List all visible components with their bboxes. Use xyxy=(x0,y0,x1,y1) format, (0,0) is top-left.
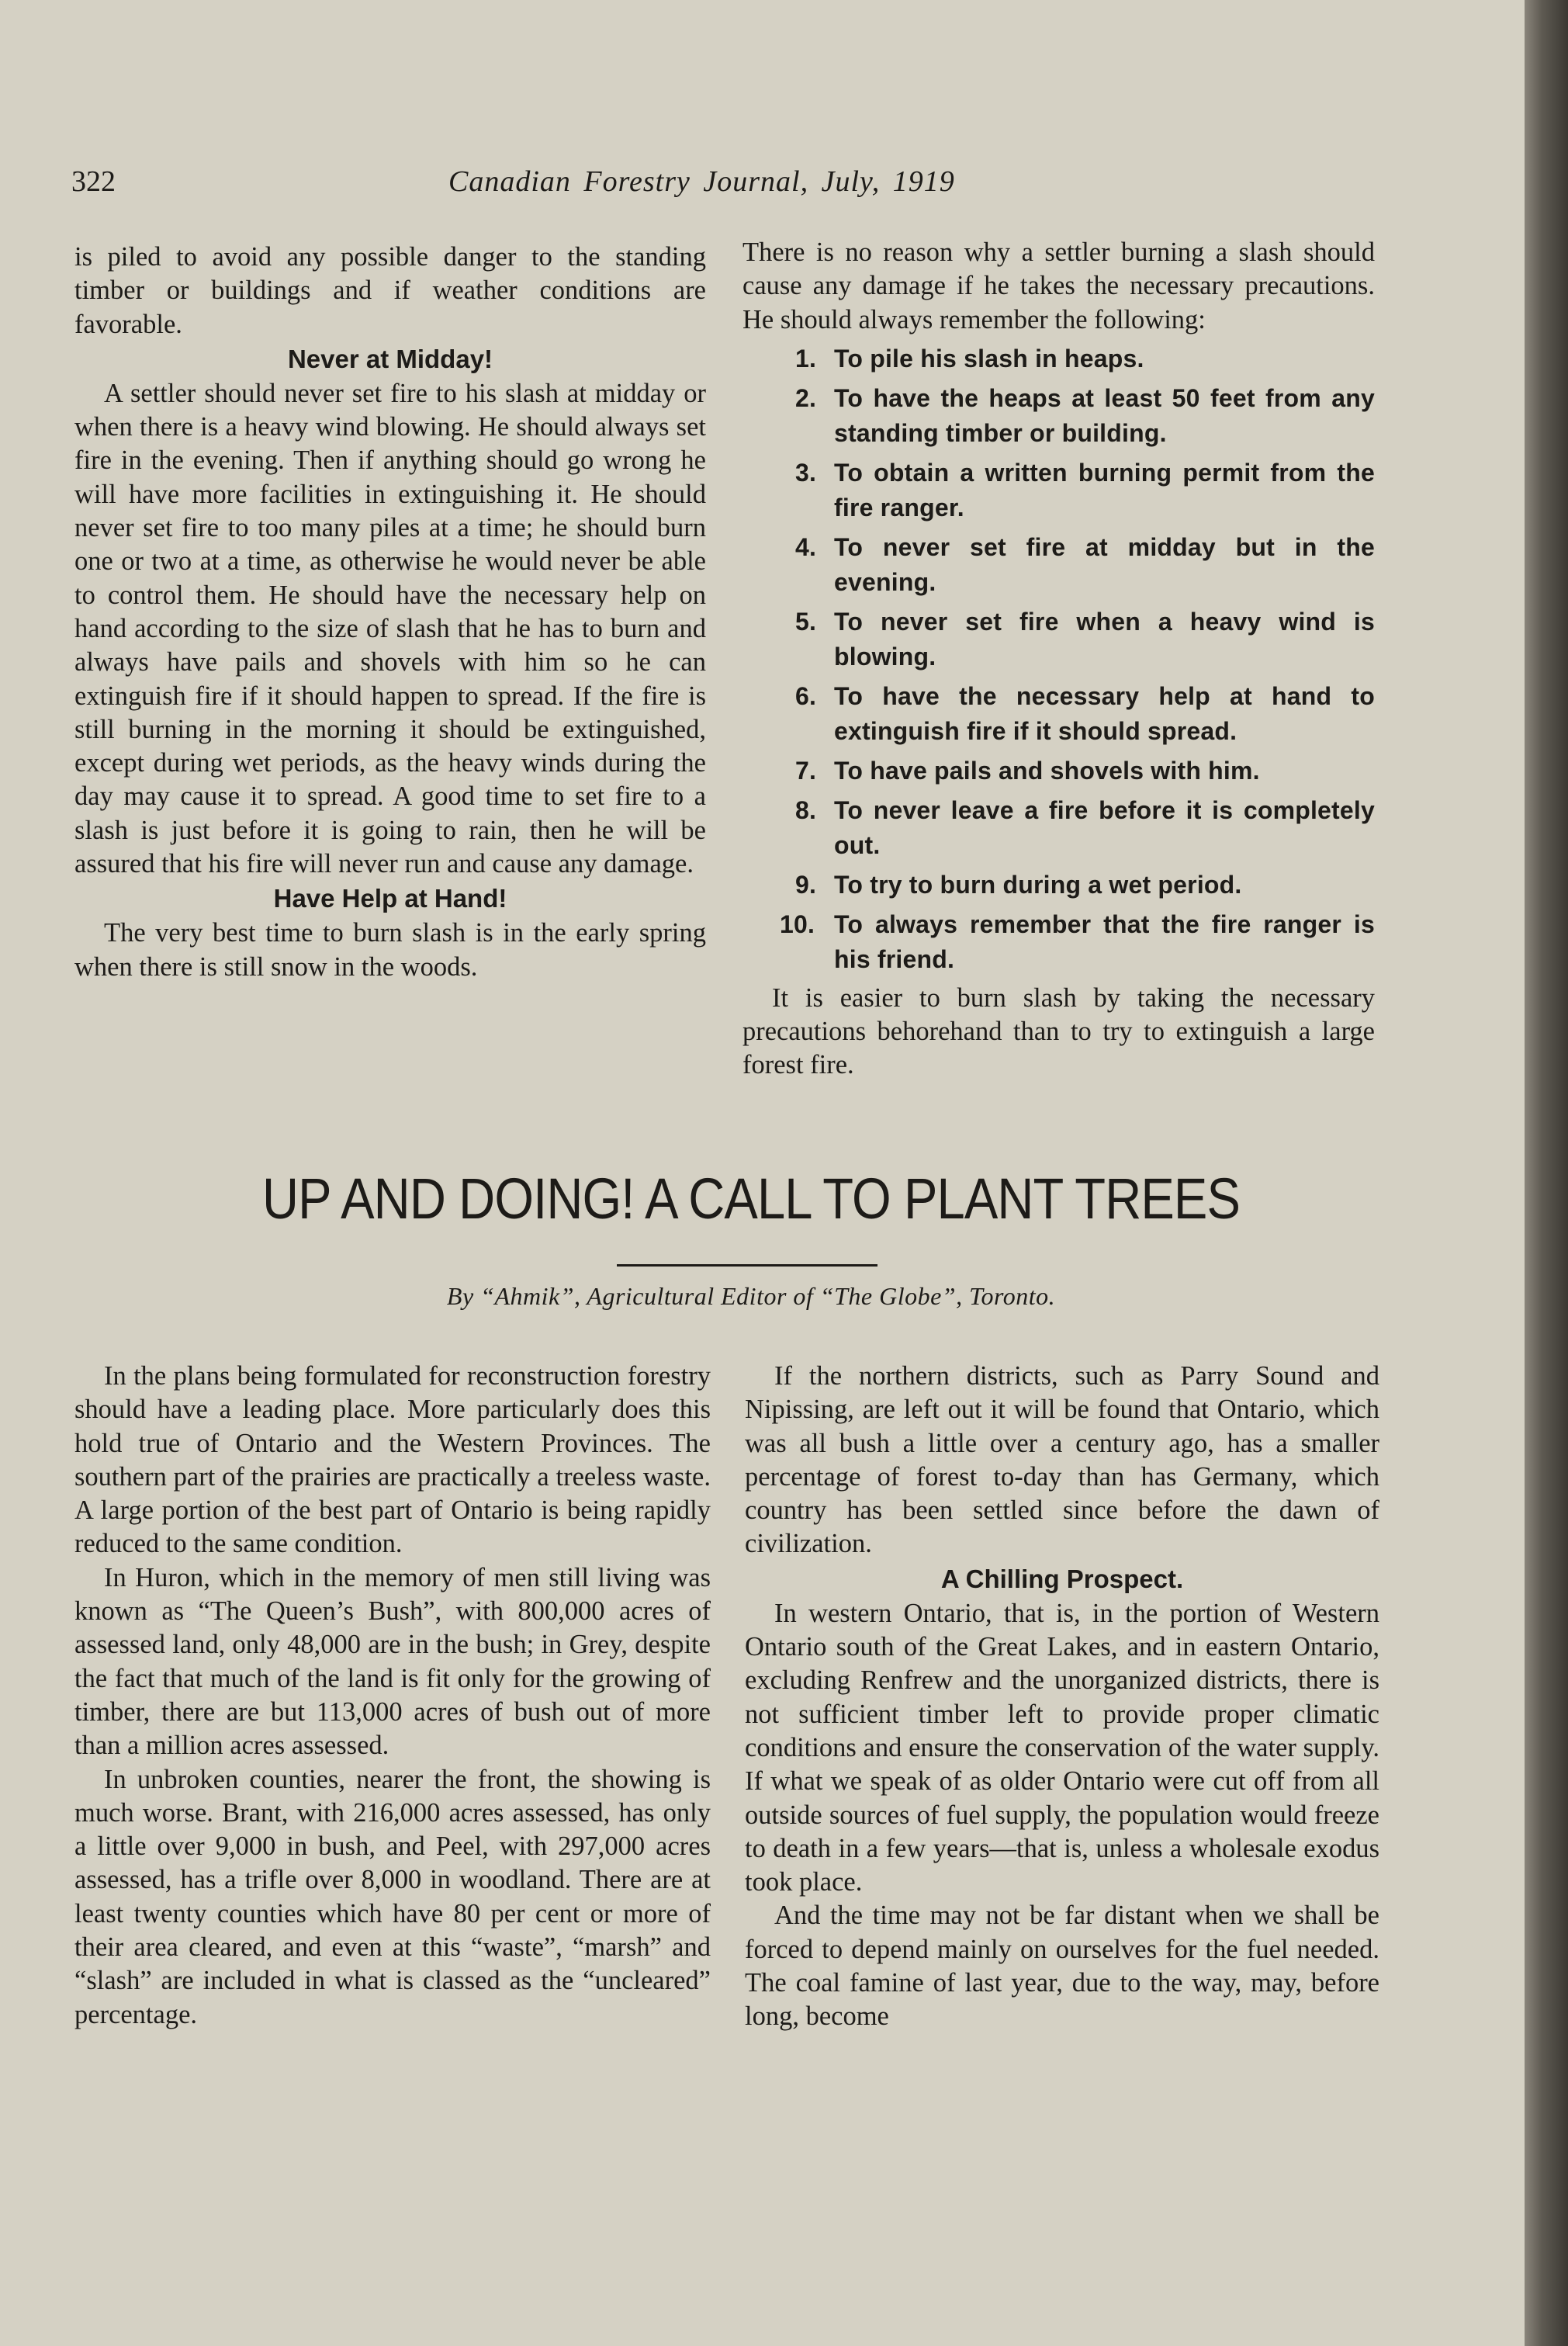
title-rule xyxy=(617,1264,877,1267)
article-byline: By “Ahmik”, Agricultural Editor of “The Globe”, Toronto. xyxy=(446,1282,1056,1310)
list-text: To have the necessary help at hand to extinguish fire if it should spread. xyxy=(834,681,1375,745)
list-item xyxy=(742,754,1375,788)
page-number: 322 xyxy=(71,165,116,198)
list-number: 4. xyxy=(795,532,817,561)
list-text: To never leave a fire before it is completely out. xyxy=(834,795,1375,859)
list-text: To never set fire when a heavy wind is blowing. xyxy=(834,607,1375,671)
section-heading: Never at Midday! xyxy=(287,344,493,373)
list-text: To always remember that the fire ranger is his friend. xyxy=(834,910,1375,973)
list-number: 5. xyxy=(795,607,817,636)
list-number: 1. xyxy=(795,344,817,373)
paragraph: is piled to avoid any possible danger to the standing timber or buildings and if weather conditions are favorable. xyxy=(74,242,706,339)
list-item xyxy=(742,456,1375,525)
paragraph: A settler should never set fire to his slash at midday or when there is a heavy wind blowing. He should always set fire in the evening. Then if anything should go wrong he will have more facilities in extinguishing it. He should never set fire to too many piles at a time; he should burn one or two at a time, as otherwise he would never be able to control them. He should have the necessary help on hand according to the size of slash that he has to burn and always have pails and shovels with him so he can extinguish fire if it should happen to spread. If the fire is still burning in the morning it should be extinguished, except during wet periods, as the heavy winds during the day may cause it to spread. A good time to set fire to a slash is just before it is going to rain, then he will be assured that his fire will never run and cause any damage. xyxy=(74,378,706,879)
list-number: 7. xyxy=(795,756,817,785)
list-item xyxy=(742,868,1375,903)
section-heading: Have Help at Hand! xyxy=(273,884,507,913)
paragraph: The very best time to burn slash is in the early spring when there is still snow in the woods. xyxy=(74,918,706,982)
list-item xyxy=(742,381,1375,451)
list-number: 6. xyxy=(795,681,817,710)
paragraph: If the northern districts, such as Parry Sound and Nipissing, are left out it will be found that Ontario, which was all bush a little over a century ago, has a smaller percentage of forest to-day than has Germany, which country has been settled since before the dawn of civilization. xyxy=(745,1361,1379,1559)
list-item xyxy=(742,341,1375,376)
list-text: To obtain a written burning permit from the fire ranger. xyxy=(834,458,1375,522)
list-item xyxy=(742,907,1375,977)
list-text: To have the heaps at least 50 feet from any standing timber or building. xyxy=(834,383,1375,447)
list-number: 9. xyxy=(795,870,817,899)
list-text: To pile his slash in heaps. xyxy=(834,344,1144,373)
paragraph: In unbroken counties, nearer the front, the showing is much worse. Brant, with 216,000 acres assessed, has only a little over 9,000 in bush, and Peel, with 297,000 acres assessed, has a trifle over 8,000 in woodland. There are at least twenty counties which have 80 per cent or more of their area cleared, and even at this “waste”, “marsh” and “slash” are included in what is classed as the “uncleared” percentage. xyxy=(74,1764,711,2029)
list-item xyxy=(742,679,1375,749)
paragraph: There is no reason why a settler burning a slash should cause any damage if he takes the necessary precautions. He should always remember the following: xyxy=(742,237,1375,334)
paragraph: In western Ontario, that is, in the portion of Western Ontario south of the Great Lakes, and in eastern Ontario, excluding Renfrew and the unorganized districts, there is not sufficient timber left to provide proper climatic conditions and ensure the conservation of the water supply. If what we speak of as older Ontario were cut off from all outside sources of fuel supply, the population would freeze to death in a few years—that is, unless a wholesale exodus took place. xyxy=(745,1598,1379,1897)
list-number: 8. xyxy=(795,795,817,824)
paragraph: In Huron, which in the memory of men still living was known as “The Queen’s Bush”, with 800,000 acres of assessed land, only 48,000 are in the bush; in Grey, despite the fact that much of the land is fit only for the growing of timber, there are but 113,000 acres of bush out of more than a million acres assessed. xyxy=(74,1562,711,1761)
list-text: To have pails and shovels with him. xyxy=(834,756,1260,785)
list-number: 2. xyxy=(795,383,817,412)
list-item xyxy=(742,530,1375,600)
list-text: To never set fire at midday but in the evening. xyxy=(834,532,1375,596)
article-right-column xyxy=(745,1360,1379,2034)
list-item xyxy=(742,605,1375,674)
section-heading: A Chilling Prospect. xyxy=(940,1564,1184,1593)
paragraph: In the plans being formulated for reconstruction forestry should have a leading place. More particularly does this hold true of Ontario and the Western Provinces. The southern part of the prairies are practically a treeless waste. A large portion of the best part of Ontario is being rapidly reduced to the same condition. xyxy=(74,1361,711,1559)
article-title: UP AND DOING! A CALL TO PLANT TREES xyxy=(261,1166,1241,1231)
list-number: 10. xyxy=(780,910,815,938)
upper-right-column xyxy=(742,236,1375,1083)
page-header xyxy=(71,165,1421,211)
precautions-list xyxy=(742,341,1375,977)
paragraph: It is easier to burn slash by taking the necessary precautions behorehand than to try to extinguish a large forest fire. xyxy=(742,982,1375,1080)
page-edge xyxy=(1525,0,1568,2346)
list-text: To try to burn during a wet period. xyxy=(834,870,1242,899)
list-item xyxy=(742,793,1375,863)
paragraph: And the time may not be far distant when we shall be forced to depend mainly on ourselves for the fuel needed. The coal famine of last year, due to the way, may, before long, become xyxy=(745,1901,1379,2032)
article-left-column xyxy=(74,1360,711,2032)
running-head: Canadian Forestry Journal, July, 1919 xyxy=(448,165,955,198)
upper-left-column xyxy=(74,241,706,984)
list-number: 3. xyxy=(795,458,817,487)
